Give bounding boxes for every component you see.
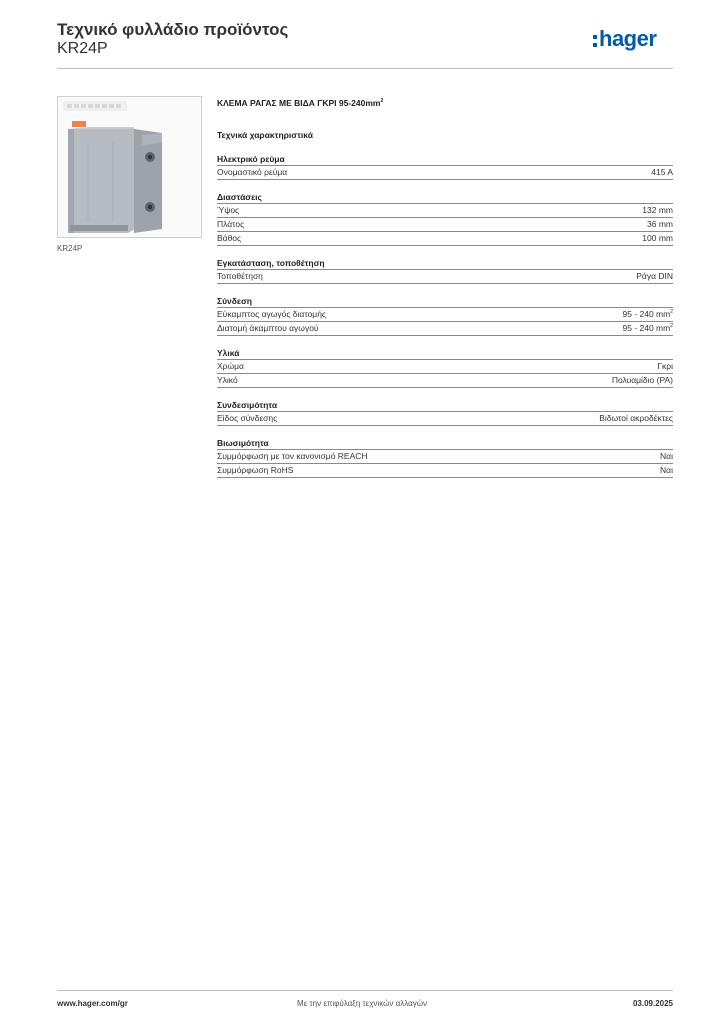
spec-value: 415 A [651,167,673,177]
group-title: Συνδεσιμότητα [217,400,278,410]
spec-row [217,463,673,478]
spec-label: Χρώμα [217,361,244,371]
spec-row [217,411,673,426]
spec-label: Ύψος [217,205,240,215]
spec-label: Υλικό [217,375,238,385]
product-title: ΚΛΕΜΑ ΡΑΓΑΣ ΜΕ ΒΙΔΑ ΓΚΡΙ $95-240mm^2$ [217,98,384,108]
spec-label: Συμμόρφωση RoHS [217,465,294,475]
footer-divider [57,990,673,991]
group-title: Σύνδεση [217,296,252,306]
spec-group-connectivity [217,400,673,426]
hager-logo [593,28,673,56]
group-title: Εγκατάσταση, τοποθέτηση [217,258,325,268]
spec-group-dimensions [217,192,673,246]
logo-wordmark: hager [599,26,657,51]
logo-dots-icon [593,35,598,51]
spec-label: Τοποθέτηση [217,271,263,281]
spec-content [217,96,673,478]
spec-row [217,373,673,388]
document-title: Τεχνικό φυλλάδιο προϊόντος [57,20,289,39]
spec-value: Ράγα DIN [636,271,673,281]
spec-heading: Τεχνικά χαρακτηριστικά [217,130,313,140]
header-divider [57,68,673,69]
spec-row [217,217,673,231]
spec-label: Εύκαμπτος αγωγός διατομής [217,309,327,319]
group-title: Ηλεκτρικό ρεύμα [217,154,285,164]
footer-website[interactable]: www.hager.com/gr [57,999,128,1008]
spec-value: Ναι [660,465,673,475]
product-code: KR24P [57,40,108,57]
spec-label: Ονομαστικό ρεύμα [217,167,288,177]
spec-group-connection [217,296,673,336]
spec-group-installation [217,258,673,284]
spec-group-electrical [217,154,673,180]
spec-row [217,307,673,321]
spec-value: Βιδωτοί ακροδέκτες [599,413,673,423]
spec-row [217,269,673,284]
spec-value: 95 - 240 $mm^2$ [622,309,673,319]
spec-row [217,321,673,336]
footer-notice: Με την επιφύλαξη τεχνικών αλλαγών [297,999,427,1008]
spec-value: Πολυαμίδιο (PA) [611,375,673,385]
spec-label: Συμμόρφωση με τον κανονισμό REACH [217,451,368,461]
spec-row [217,359,673,373]
spec-label: Βάθος [217,233,242,243]
spec-group-materials [217,348,673,388]
spec-value: 100 mm [642,233,673,243]
group-title: Διαστάσεις [217,192,262,202]
photo-caption: KR24P [57,244,83,253]
spec-value: 95 - 240 $mm^2$ [622,323,673,333]
spec-row [217,203,673,217]
spec-row [217,449,673,463]
spec-value: Ναι [660,451,673,461]
spec-label: Πλάτος [217,219,245,229]
spec-value: 132 mm [642,205,673,215]
spec-value: Γκρι [657,361,673,371]
product-photo [57,96,202,238]
group-title: Βιωσιμότητα [217,438,269,448]
spec-label: Διατομή άκαμπτου αγωγού [217,323,319,333]
spec-row [217,231,673,246]
footer-date: 03.09.2025 [632,999,673,1008]
spec-group-sustainability [217,438,673,478]
spec-row [217,165,673,180]
spec-label: Είδος σύνδεσης [217,413,278,423]
terminal-block-icon [58,97,201,237]
group-title: Υλικά [217,348,240,358]
spec-value: 36 mm [647,219,673,229]
